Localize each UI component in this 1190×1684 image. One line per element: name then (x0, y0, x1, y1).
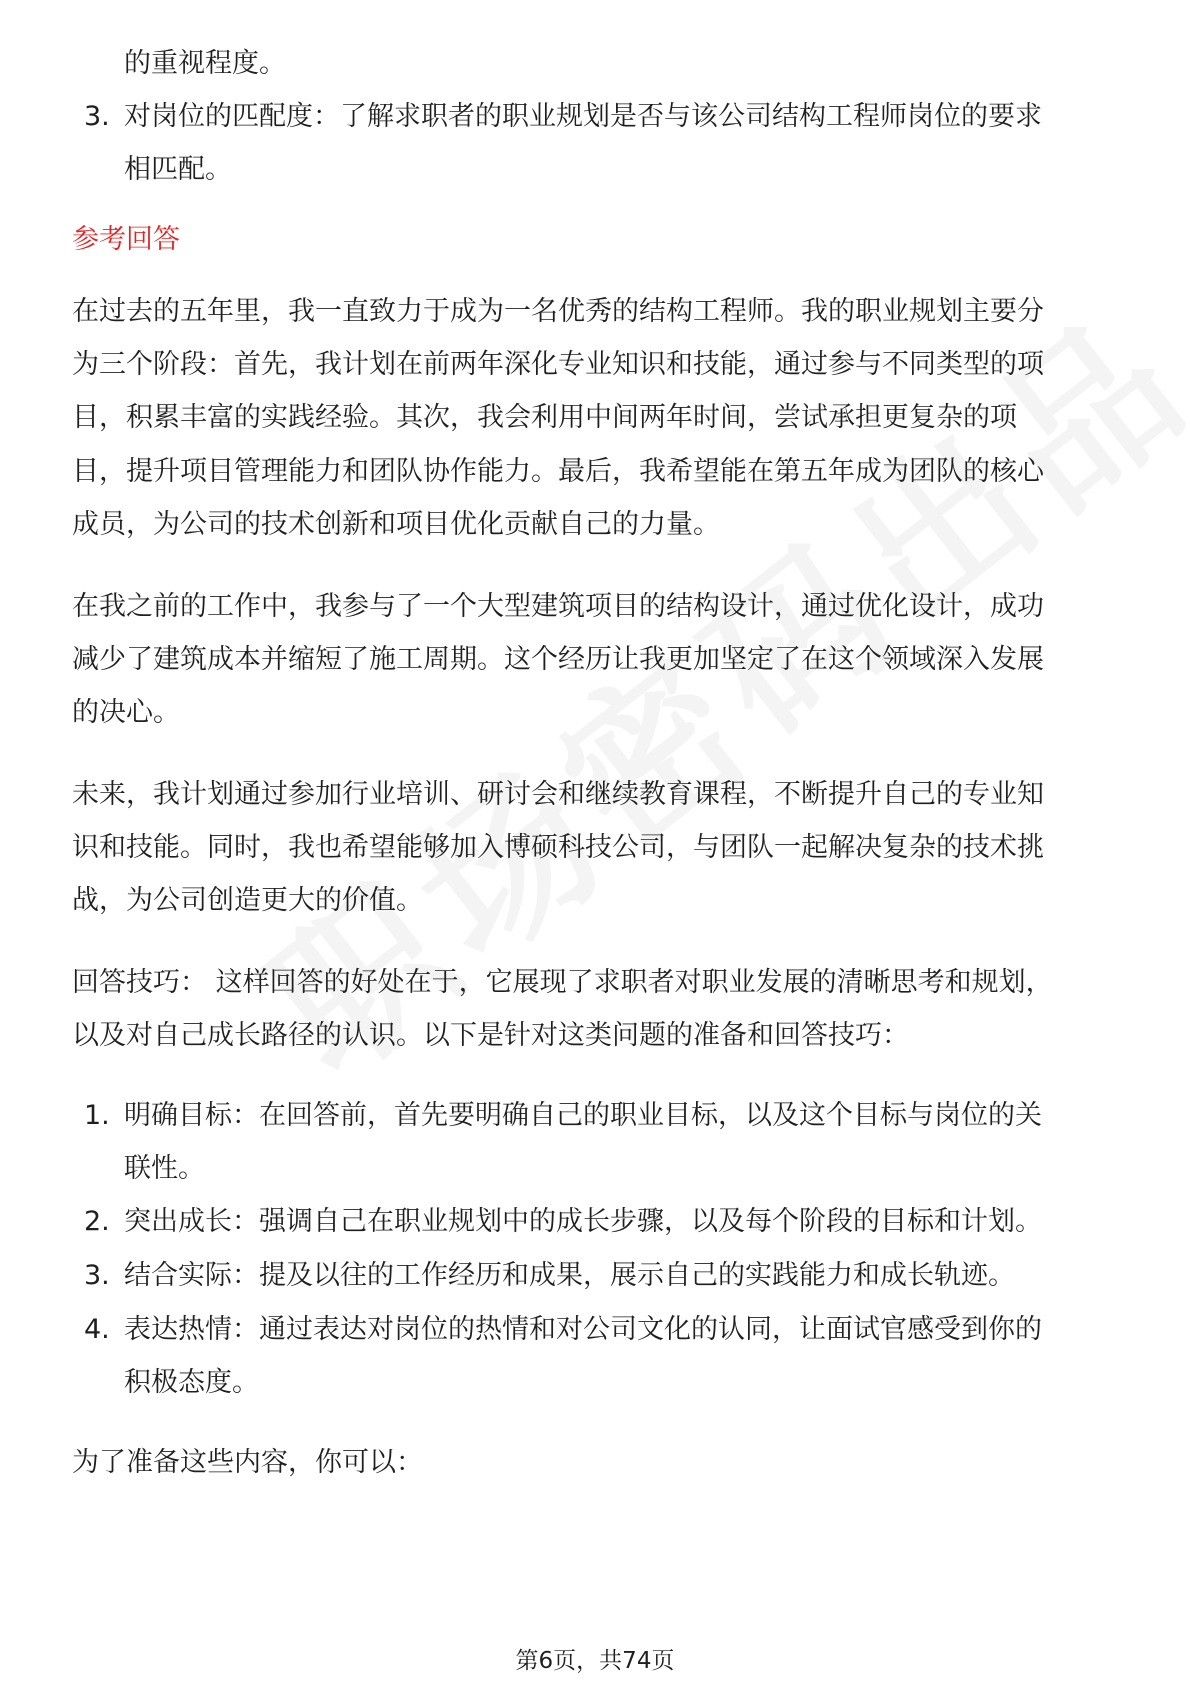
list-number: 2. (84, 1206, 110, 1237)
paragraph-line: 识和技能。同时，我也希望能够加入博硕科技公司，与团队一起解决复杂的技术挑 (72, 832, 1044, 863)
paragraph-line: 的决心。 (72, 697, 180, 728)
paragraph-line: 战，为公司创造更大的价值。 (72, 885, 423, 916)
paragraph-line: 在过去的五年里，我一直致力于成为一名优秀的结构工程师。我的职业规划主要分 (72, 296, 1044, 327)
paragraph-line: 回答技巧： 这样回答的好处在于，它展现了求职者对职业发展的清晰思考和规划， (72, 967, 1053, 998)
paragraph-line: 为三个阶段：首先，我计划在前两年深化专业知识和技能，通过参与不同类型的项 (72, 349, 1044, 380)
list-item-text: 相匹配。 (124, 154, 232, 185)
list-number: 4. (84, 1314, 110, 1345)
page-number-footer: 第6页，共74页 (515, 1648, 675, 1674)
list-item-text: 明确目标：在回答前，首先要明确自己的职业目标，以及这个目标与岗位的关 (124, 1100, 1042, 1131)
paragraph-line: 目，提升项目管理能力和团队协作能力。最后，我希望能在第五年成为团队的核心 (72, 456, 1044, 487)
paragraph-line: 以及对自己成长路径的认识。以下是针对这类问题的准备和回答技巧： (72, 1020, 909, 1051)
list-item-text: 积极态度。 (124, 1367, 259, 1398)
list-number: 3. (84, 1260, 110, 1291)
paragraph-line: 减少了建筑成本并缩短了施工周期。这个经历让我更加坚定了在这个领域深入发展 (72, 644, 1044, 675)
paragraph-line: 成员，为公司的技术创新和项目优化贡献自己的力量。 (72, 509, 720, 540)
list-item-text: 突出成长：强调自己在职业规划中的成长步骤，以及每个阶段的目标和计划。 (124, 1206, 1042, 1237)
paragraph-line: 未来，我计划通过参加行业培训、研讨会和继续教育课程，不断提升自己的专业知 (72, 779, 1044, 810)
closing-line: 为了准备这些内容，你可以： (72, 1447, 423, 1478)
paragraph-line: 目，积累丰富的实践经验。其次，我会利用中间两年时间，尝试承担更复杂的项 (72, 402, 1017, 433)
list-item-text: 表达热情：通过表达对岗位的热情和对公司文化的认同，让面试官感受到你的 (124, 1314, 1042, 1345)
section-heading: 参考回答 (72, 224, 180, 255)
list-item-text: 对岗位的匹配度：了解求职者的职业规划是否与该公司结构工程师岗位的要求 (124, 101, 1042, 132)
list-number: 3. (84, 101, 110, 132)
list-item-text: 结合实际：提及以往的工作经历和成果，展示自己的实践能力和成长轨迹。 (124, 1260, 1015, 1291)
list-item-continuation: 的重视程度。 (124, 48, 286, 79)
list-item-text: 联性。 (124, 1153, 205, 1184)
paragraph-line: 在我之前的工作中，我参与了一个大型建筑项目的结构设计，通过优化设计，成功 (72, 591, 1044, 622)
list-number: 1. (84, 1100, 110, 1131)
